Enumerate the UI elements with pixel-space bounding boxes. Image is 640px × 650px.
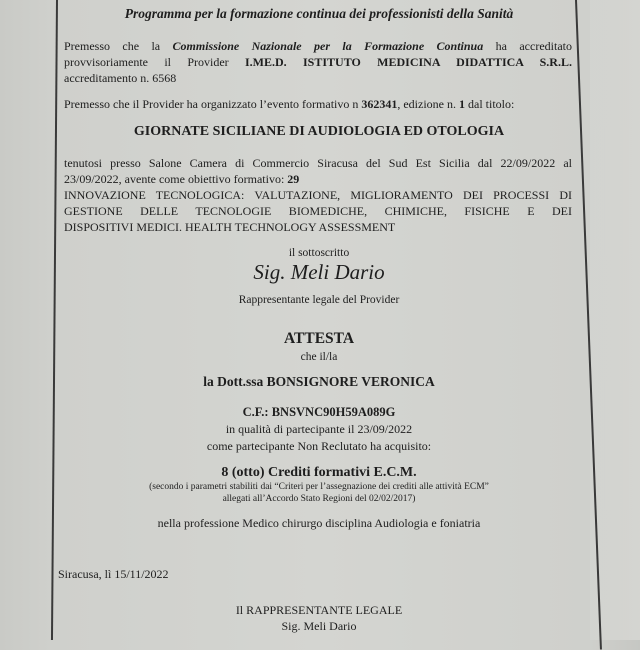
edition-number: 1 xyxy=(459,97,466,111)
closing-name: Sig. Meli Dario xyxy=(281,619,357,633)
ecm-credits: 8 (otto) Crediti formativi E.C.M. xyxy=(221,465,417,480)
closing-role: Il RAPPRESENTANTE LEGALE xyxy=(235,603,403,617)
undersigned-label: il sottoscritto xyxy=(288,247,350,259)
profession-line: nella professione Medico chirurgo disciplina Audiologia e foniatria xyxy=(157,516,481,530)
program-header: Programma per la formazione continua dei professionisti della Sanità xyxy=(124,6,514,21)
attesta-heading: ATTESTA xyxy=(283,330,355,347)
intro-text: Premesso che la xyxy=(64,39,173,53)
participant-type: come partecipante Non Reclutato ha acquisito: xyxy=(206,439,432,453)
objective-number: 29 xyxy=(287,172,300,186)
participation-date: in qualità di partecipante il 23/09/2022 xyxy=(225,422,413,436)
objective-line-2: GESTIONE DELLE TECNOLOGIE BIOMEDICHE, CHIMICHE, FISICHE E DEI xyxy=(64,204,572,218)
provider-name: I.ME.D. ISTITUTO MEDICINA DIDATTICA S.R.L. xyxy=(245,55,572,69)
signer-name: Sig. Meli Dario xyxy=(253,260,385,284)
intro-line-event xyxy=(64,97,514,111)
criteria-line-1: (secondo i parametri stabiliti dai “Criteri per l’assegnazione dei crediti alle attività ECM” xyxy=(149,482,489,492)
venue-line-2 xyxy=(64,172,299,186)
commission-name: Commissione Nazionale per la Formazione Continua xyxy=(172,39,484,53)
fiscal-code: C.F.: BNSVNC90H59A089G xyxy=(242,405,396,419)
intro-text: , edizione n. xyxy=(397,97,460,111)
venue-line-1: tenutosi presso Salone Camera di Commercio Siracusa del Sud Est Sicilia dal 22/09/2022 al xyxy=(64,156,572,170)
intro-text: provvisoriamente il Provider xyxy=(64,55,245,69)
intro-text: ha accreditato xyxy=(483,39,572,53)
recipient-name: la Dott.ssa BONSIGNORE VERONICA xyxy=(203,374,435,389)
certificate-page xyxy=(58,0,574,640)
place-date: Siracusa, lì 15/11/2022 xyxy=(58,567,169,581)
intro-line-2 xyxy=(64,55,572,69)
objective-line-3: DISPOSITIVI MEDICI. HEALTH TECHNOLOGY ASSESSMENT xyxy=(64,220,396,234)
che-il-la: che il/la xyxy=(300,351,338,363)
intro-text: Premesso che il Provider ha organizzato l’evento formativo n xyxy=(64,97,362,111)
criteria-line-2: allegati all’Accordo Stato Regioni del 02/02/2017) xyxy=(222,494,416,504)
accreditation-number: accreditamento n. 6568 xyxy=(64,71,177,85)
intro-text: dal titolo: xyxy=(465,97,515,111)
event-number: 362341 xyxy=(361,97,398,111)
event-title: GIORNATE SICILIANE DI AUDIOLOGIA ED OTOLOGIA xyxy=(133,124,505,139)
certificate-border-left xyxy=(51,0,58,640)
intro-line-1 xyxy=(64,39,572,53)
signer-role: Rappresentante legale del Provider xyxy=(238,294,400,306)
objective-line-1: INNOVAZIONE TECNOLOGICA: VALUTAZIONE, MIGLIORAMENTO DEI PROCESSI DI xyxy=(64,188,572,202)
background-surface xyxy=(590,0,640,640)
venue-text: 23/09/2022, avente come obiettivo formativo: xyxy=(64,172,288,186)
